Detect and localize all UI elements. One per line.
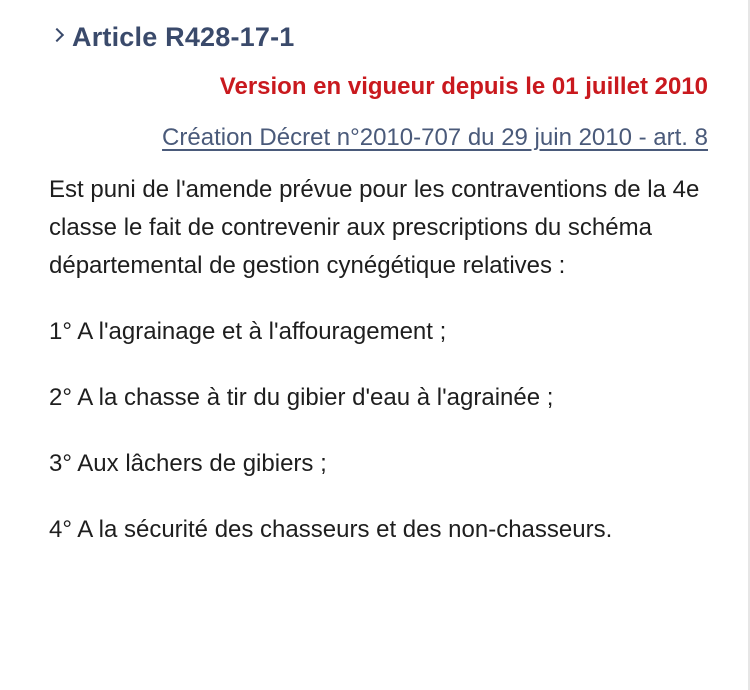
list-item: 2° A la chasse à tir du gibier d'eau à l'agrainée ; <box>49 384 554 411</box>
chevron-right-icon[interactable] <box>50 27 64 41</box>
version-status: Version en vigueur depuis le 01 juillet 2010 <box>219 73 708 100</box>
article-header[interactable] <box>52 22 295 53</box>
list-item: 1° A l'agrainage et à l'affouragement ; <box>49 318 447 345</box>
creation-decree-link[interactable]: Création Décret n°2010-707 du 29 juin 2010 - art. 8 <box>162 124 708 151</box>
article-body <box>49 171 714 577</box>
list-item: 4° A la sécurité des chasseurs et des non-chasseurs. <box>49 516 613 543</box>
list-item: 3° Aux lâchers de gibiers ; <box>49 450 327 477</box>
article-title[interactable]: Article R428-17-1 <box>72 22 295 52</box>
intro-paragraph: Est puni de l'amende prévue pour les contraventions de la 4e classe le fait de contrevenir aux prescriptions du schéma départemental de gestion cynégétique relatives : <box>49 176 700 279</box>
